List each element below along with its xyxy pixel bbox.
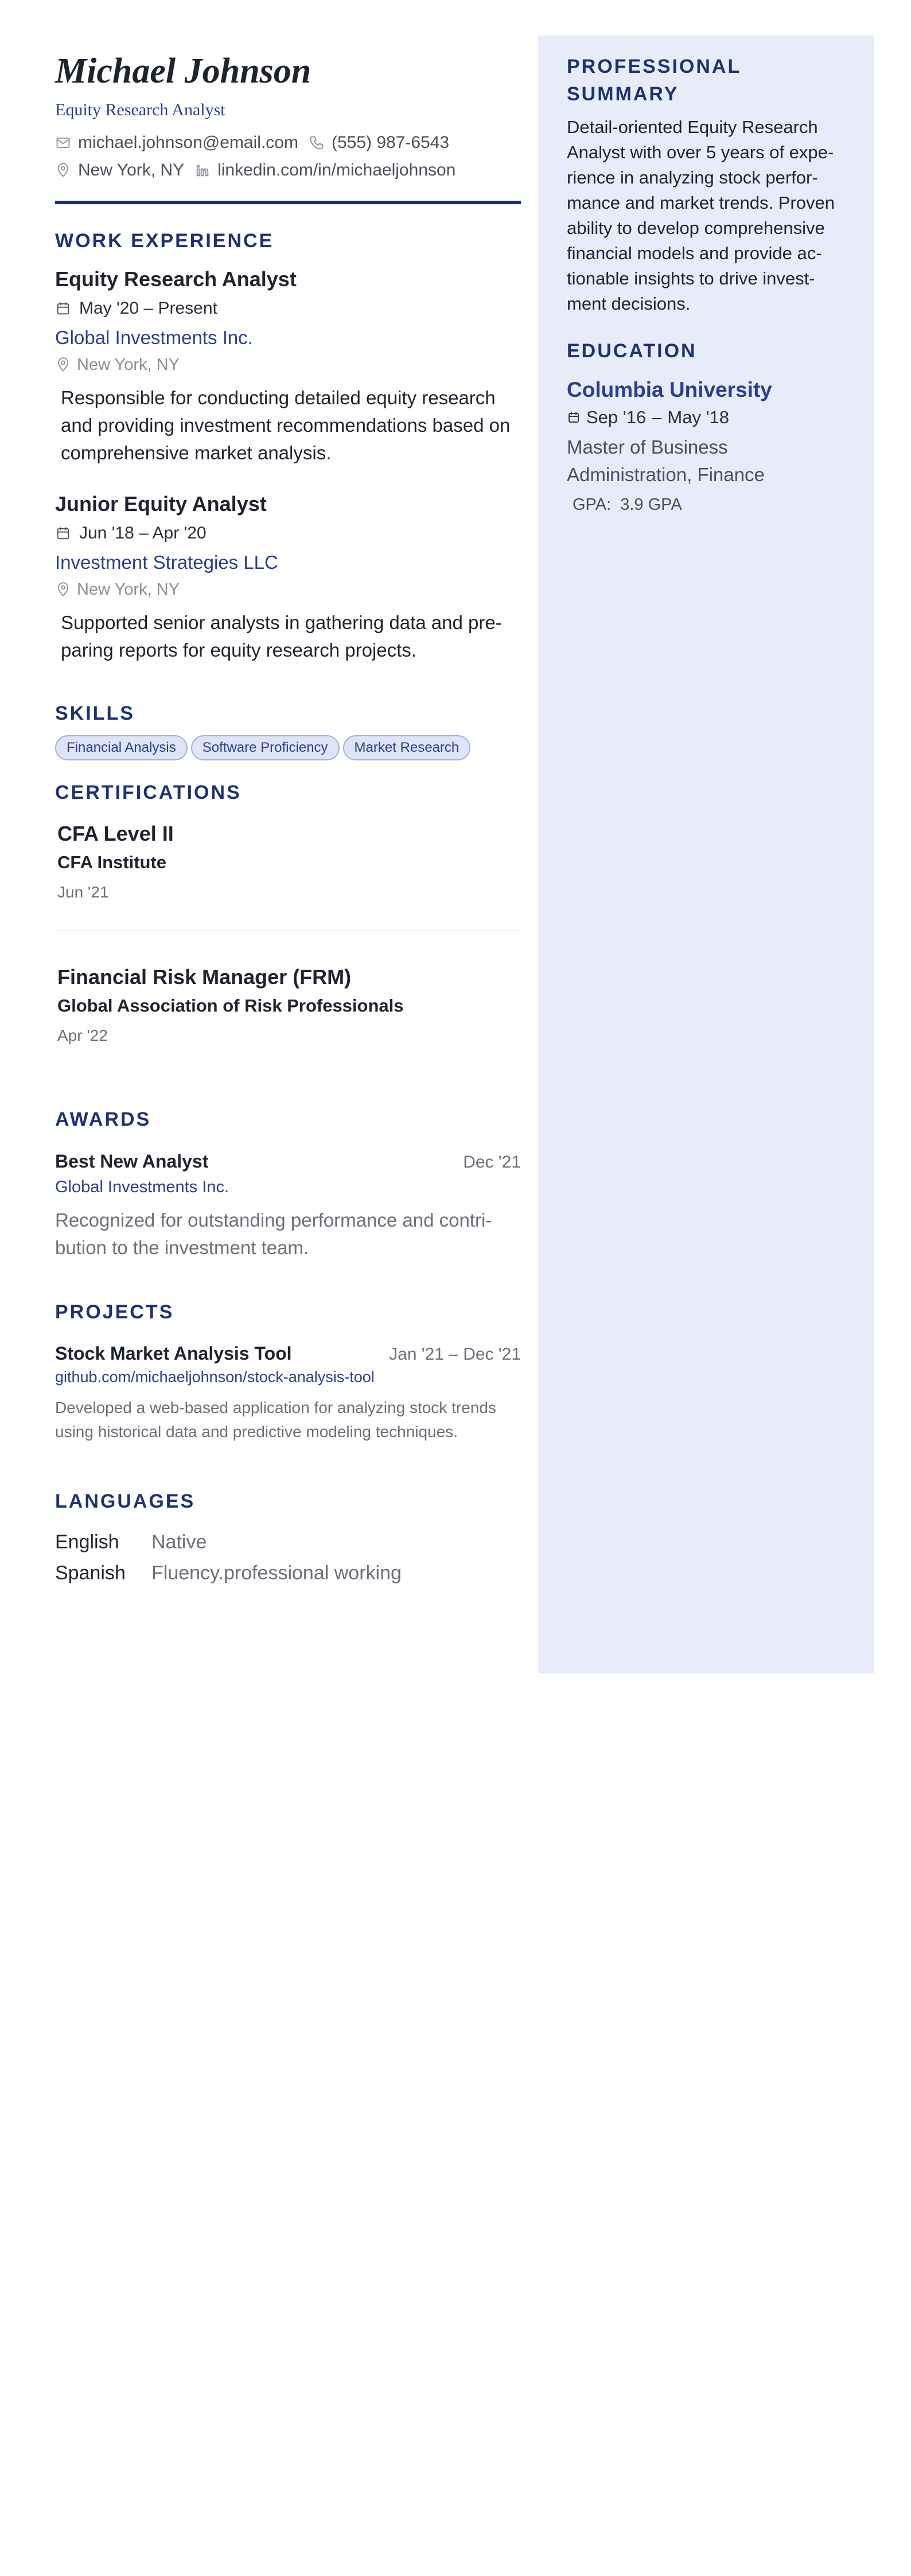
summary-heading: PROFESSIONAL SUMMARY	[567, 56, 741, 105]
education-date-separator: –	[652, 407, 662, 427]
education-end: May '18	[667, 407, 729, 427]
certification-title: CFA Level II	[57, 822, 174, 845]
certifications-heading: CERTIFICATIONS	[55, 782, 242, 803]
degree-text: Master of Business Administration, Finance	[567, 436, 765, 485]
candidate-role: Equity Research Analyst	[55, 100, 225, 119]
award-date: Dec '21	[463, 1153, 521, 1172]
job-entry	[55, 490, 521, 664]
projects-section	[55, 1298, 521, 1444]
education-section	[567, 337, 848, 517]
job-location: New York, NY	[77, 356, 180, 374]
calendar-icon	[55, 525, 71, 541]
gpa-value: 3.9 GPA	[620, 495, 682, 514]
job-description: Responsible for conducting detailed equity research and providing investment recommendations based on comprehensive market analysis.	[61, 387, 511, 463]
linkedin-icon	[194, 162, 211, 178]
skills-chips	[55, 735, 521, 760]
project-entry	[55, 1341, 521, 1444]
certification-date: Apr '22	[57, 1027, 108, 1044]
language-name: English	[55, 1531, 119, 1553]
certification-org: CFA Institute	[57, 852, 167, 872]
job-company: Global Investments Inc.	[55, 327, 253, 348]
header-divider	[55, 201, 521, 204]
certification-entry	[55, 962, 521, 1048]
job-title: Equity Research Analyst	[55, 267, 297, 291]
language-name: Spanish	[55, 1562, 126, 1584]
skills-section	[55, 700, 521, 760]
certification-title: Financial Risk Manager (FRM)	[57, 965, 352, 989]
certification-entry	[55, 819, 521, 905]
language-row	[55, 1558, 521, 1588]
job-dates: May '20 – Present	[79, 299, 217, 318]
location-pin-icon	[55, 162, 71, 178]
gpa-row	[567, 492, 848, 517]
job-title: Junior Equity Analyst	[55, 492, 267, 516]
award-entry	[55, 1148, 521, 1262]
summary-text: Detail-oriented Equity Research Analyst with over 5 years of expe-rience in analyzing stock perfor-mance and market trends. Proven ability to develop comprehensive financial models and provide ac-tionable insights to drive invest-ment decisions.	[567, 117, 835, 314]
contact-row-2	[55, 161, 521, 180]
candidate-name: Michael Johnson	[55, 52, 312, 91]
skills-heading: SKILLS	[55, 702, 135, 724]
job-company: Investment Strategies LLC	[55, 552, 278, 573]
job-location: New York, NY	[77, 580, 180, 599]
mail-icon	[55, 135, 71, 151]
certifications-section	[55, 779, 521, 1048]
calendar-icon	[567, 411, 581, 424]
main-column	[55, 46, 521, 1588]
skill-chip: Market Research	[343, 735, 471, 760]
sidebar	[538, 36, 874, 1673]
location-pin-icon	[55, 581, 71, 598]
languages-section	[55, 1488, 521, 1588]
project-description: Developed a web-based application for analyzing stock trends using historical data and predictive modeling techniques.	[55, 1399, 496, 1441]
language-level: Fluency.professional working	[151, 1562, 402, 1584]
job-entry	[55, 265, 521, 467]
location-text: New York, NY	[78, 161, 185, 179]
languages-heading: LANGUAGES	[55, 1490, 196, 1512]
phone-icon	[309, 135, 325, 151]
summary-section	[567, 53, 848, 317]
calendar-icon	[55, 300, 71, 317]
school-name: Columbia University	[567, 378, 772, 401]
projects-heading: PROJECTS	[55, 1301, 174, 1323]
award-description: Recognized for outstanding performance and contri-bution to the investment team.	[55, 1209, 492, 1258]
skill-chip: Software Proficiency	[191, 735, 340, 760]
awards-section	[55, 1106, 521, 1262]
work-experience-heading: WORK EXPERIENCE	[55, 230, 274, 252]
gpa-label: GPA:	[573, 495, 612, 514]
language-row	[55, 1527, 521, 1558]
job-description: Supported senior analysts in gathering data and pre-paring reports for equity research projects.	[61, 612, 502, 661]
award-org: Global Investments Inc.	[55, 1178, 229, 1196]
award-title: Best New Analyst	[55, 1151, 209, 1172]
location-pin-icon	[55, 357, 71, 373]
contact-row-1	[55, 133, 521, 153]
certification-divider	[57, 930, 521, 931]
linkedin-link[interactable]: linkedin.com/in/michaeljohnson	[217, 161, 456, 179]
project-title: Stock Market Analysis Tool	[55, 1343, 292, 1364]
project-link[interactable]: github.com/michaeljohnson/stock-analysis-tool	[55, 1368, 375, 1385]
education-heading: EDUCATION	[567, 340, 697, 362]
job-dates: Jun '18 – Apr '20	[79, 524, 207, 542]
work-experience-section	[55, 227, 521, 664]
language-level: Native	[151, 1531, 207, 1553]
certification-org: Global Association of Risk Professionals	[57, 996, 404, 1016]
certification-date: Jun '21	[57, 883, 109, 901]
project-dates: Jan '21 – Dec '21	[389, 1345, 521, 1364]
education-start: Sep '16	[586, 407, 647, 427]
phone-text[interactable]: (555) 987-6543	[331, 133, 450, 152]
awards-heading: AWARDS	[55, 1109, 151, 1130]
email-text[interactable]: michael.johnson@email.com	[78, 133, 298, 152]
skill-chip: Financial Analysis	[55, 735, 188, 760]
